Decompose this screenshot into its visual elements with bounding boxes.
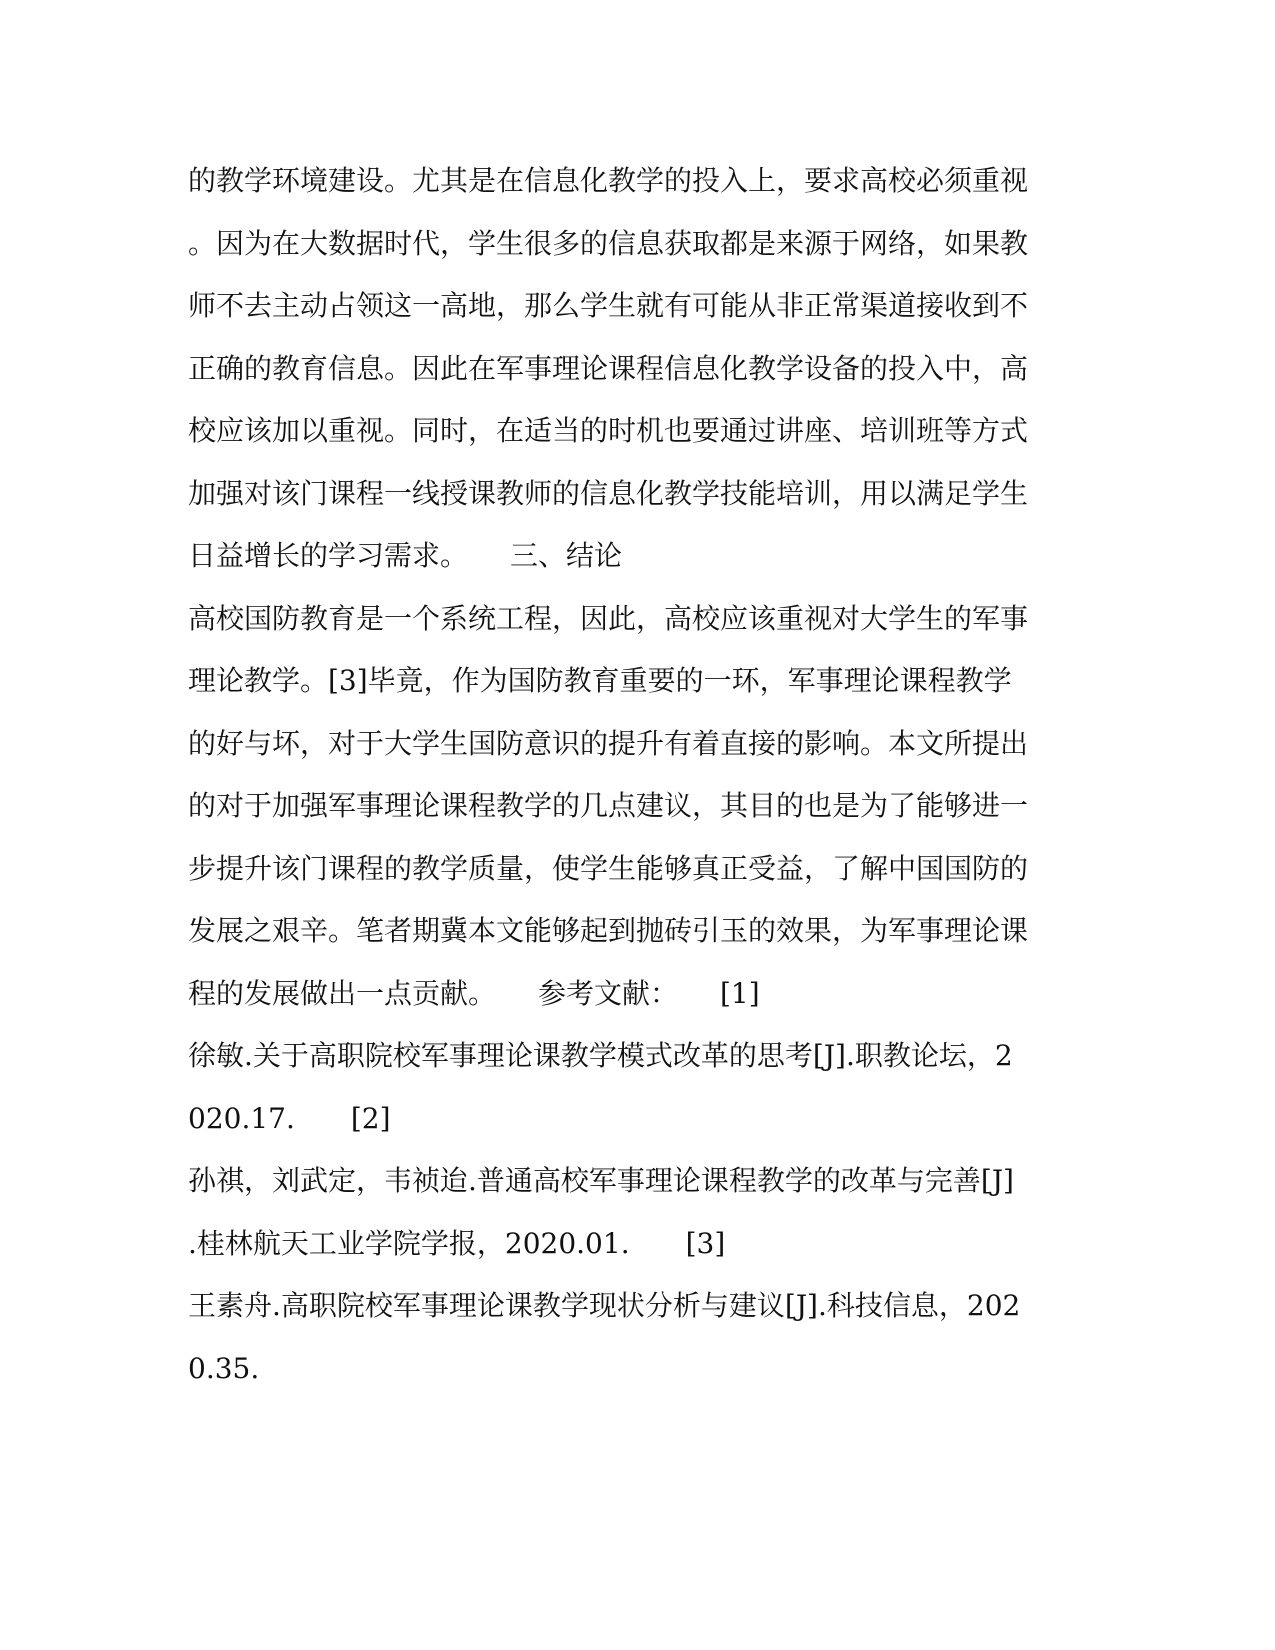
text-line: 的好与坏，对于大学生国防意识的提升有着直接的影响。本文所提出 xyxy=(188,726,1029,760)
text-line: 的教学环境建设。尤其是在信息化教学的投入上，要求高校必须重视 xyxy=(188,164,1029,197)
reference-line: 孙祺，刘武定，韦祯迨.普通高校军事理论课程教学的改革与完善[J] xyxy=(188,1164,1014,1197)
section-heading-line: 日益增长的学习需求。 三、结论 xyxy=(188,539,623,572)
text-line: 高校国防教育是一个系统工程，因此，高校应该重视对大学生的军事 xyxy=(188,601,1029,635)
text-line: 步提升该门课程的教学质量，使学生能够真正受益，了解中国国防的 xyxy=(188,851,1029,885)
reference-line: .桂林航天工业学院学报，2020.01. [3] xyxy=(188,1226,726,1260)
text-line: 的对于加强军事理论课程教学的几点建议，其目的也是为了能够进一 xyxy=(188,789,1029,822)
text-line: 。因为在大数据时代，学生很多的信息获取都是来源于网络，如果教 xyxy=(188,226,1029,260)
text-line: 校应该加以重视。同时，在适当的时机也要通过讲座、培训班等方式 xyxy=(188,414,1029,447)
text-line: 加强对该门课程一线授课教师的信息化教学技能培训，用以满足学生 xyxy=(188,476,1029,510)
text-line: 理论教学。[3]毕竟，作为国防教育重要的一环，军事理论课程教学 xyxy=(188,664,1012,697)
reference-line: 王素舟.高职院校军事理论课教学现状分析与建议[J].科技信息，202 xyxy=(188,1289,1021,1322)
reference-line: 0.35. xyxy=(188,1351,260,1385)
text-line: 正确的教育信息。因此在军事理论课程信息化教学设备的投入中，高 xyxy=(188,351,1029,385)
reference-line: 020.17. [2] xyxy=(188,1101,391,1135)
references-heading-line: 程的发展做出一点贡献。 参考文献： [1] xyxy=(188,976,760,1010)
text-line: 师不去主动占领这一高地，那么学生就有可能从非正常渠道接收到不 xyxy=(188,289,1029,322)
reference-line: 徐敏.关于高职院校军事理论课教学模式改革的思考[J].职教论坛，2 xyxy=(188,1039,1013,1072)
text-line: 发展之艰辛。笔者期冀本文能够起到抛砖引玉的效果，为军事理论课 xyxy=(188,914,1029,947)
document-body xyxy=(188,150,1048,1400)
